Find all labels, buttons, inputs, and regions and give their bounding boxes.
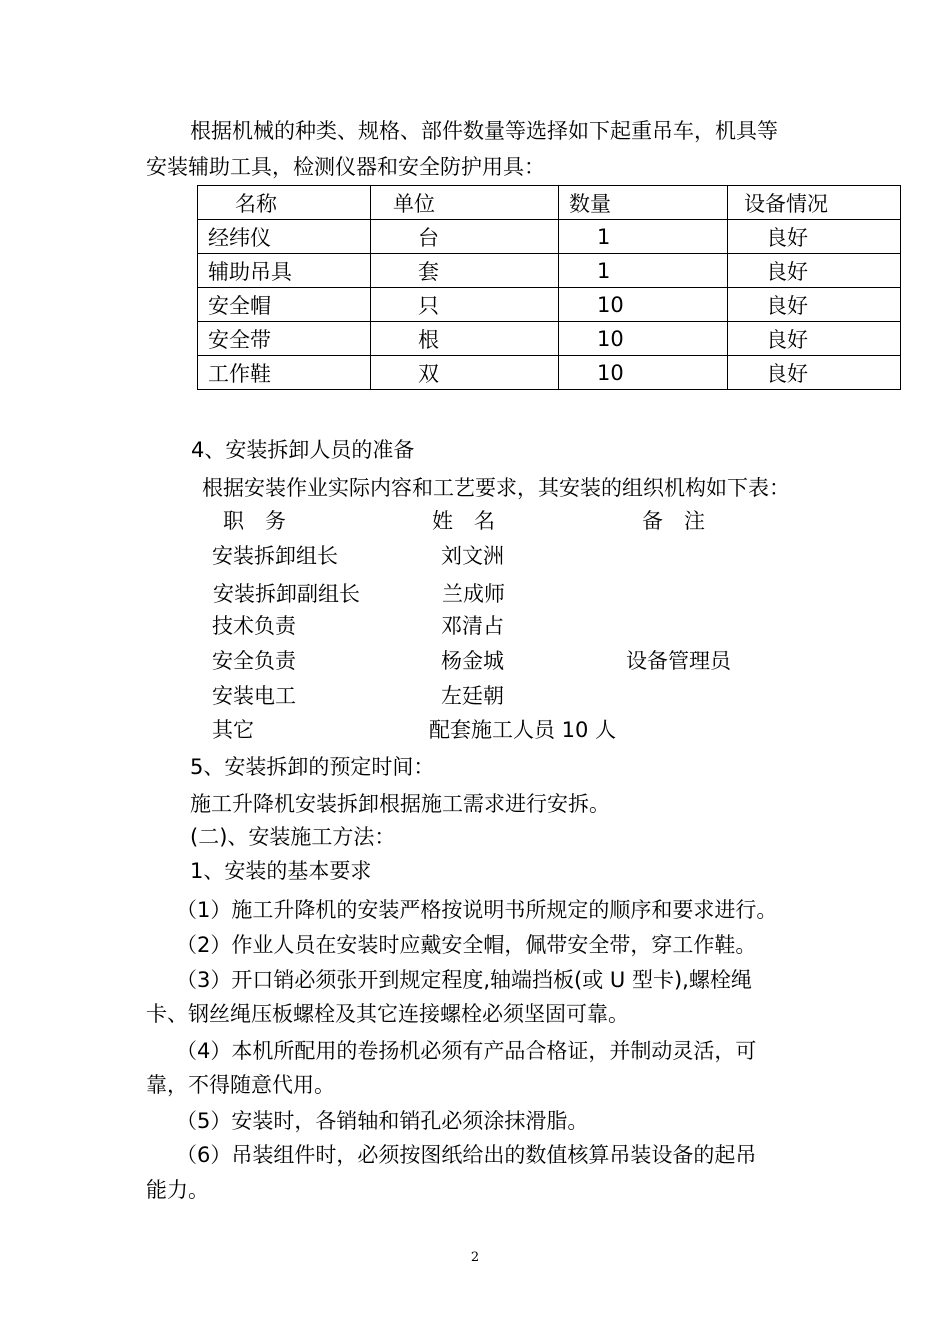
org-note: 设备管理员 (626, 649, 731, 673)
requirement-item: （5）安装时，各销轴和销孔必须涂抹滑脂。 (176, 1109, 589, 1133)
cell-name: 经纬仪 (198, 220, 371, 254)
cell-unit: 套 (371, 254, 559, 288)
requirement-item: （3）开口销必须张开到规定程度,轴端挡板(或 U 型卡),螺栓绳 (176, 968, 752, 992)
cell-condition: 良好 (728, 322, 901, 356)
header-condition: 设备情况 (728, 186, 901, 220)
cell-name: 辅助吊具 (198, 254, 371, 288)
intro-line-1: 根据机械的种类、规格、部件数量等选择如下起重吊车，机具等 (190, 119, 778, 143)
org-person: 配套施工人员 10 人 (429, 718, 617, 742)
requirement-item: （6）吊装组件时，必须按图纸给出的数值核算吊装设备的起吊 (176, 1143, 757, 1167)
cell-condition: 良好 (728, 220, 901, 254)
org-header-name: 姓 名 (432, 509, 495, 533)
table-row (198, 288, 901, 322)
cell-name: 工作鞋 (198, 356, 371, 390)
cell-unit: 台 (371, 220, 559, 254)
cell-name: 安全帽 (198, 288, 371, 322)
org-role: 安全负责 (212, 649, 296, 673)
org-person: 邓清占 (441, 614, 504, 638)
org-role: 安装拆卸组长 (212, 544, 338, 568)
table-row (198, 254, 901, 288)
cell-quantity: 10 (559, 288, 728, 322)
requirement-item-continued: 卡、钢丝绳压板螺栓及其它连接螺栓必须坚固可靠。 (146, 1002, 629, 1026)
requirement-item: （4）本机所配用的卷扬机必须有产品合格证，并制动灵活，可 (176, 1039, 757, 1063)
org-role: 安装拆卸副组长 (213, 582, 360, 606)
section4-heading: 4、安装拆卸人员的准备 (191, 438, 415, 462)
org-role: 其它 (212, 718, 254, 742)
intro-line-2: 安装辅助工具，检测仪器和安全防护用具： (146, 155, 545, 179)
cell-quantity: 1 (559, 254, 728, 288)
section5-heading: 5、安装拆卸的预定时间： (190, 755, 435, 779)
section-two-subheading: 1、安装的基本要求 (190, 859, 372, 883)
org-person: 左廷朝 (441, 684, 504, 708)
cell-name: 安全带 (198, 322, 371, 356)
section4-intro: 根据安装作业实际内容和工艺要求，其安装的组织机构如下表： (202, 476, 790, 500)
page-number: 2 (470, 1250, 480, 1265)
cell-condition: 良好 (728, 356, 901, 390)
header-quantity: 数量 (559, 186, 728, 220)
section5-text: 施工升降机安装拆卸根据施工需求进行安拆。 (190, 792, 610, 816)
org-role: 安装电工 (212, 684, 296, 708)
cell-unit: 根 (371, 322, 559, 356)
cell-quantity: 10 (559, 356, 728, 390)
org-person: 杨金城 (441, 649, 504, 673)
requirement-item-continued: 能力。 (146, 1178, 209, 1202)
equipment-table (197, 185, 901, 390)
cell-unit: 双 (371, 356, 559, 390)
table-row (198, 220, 901, 254)
requirement-item: （1）施工升降机的安装严格按说明书所规定的顺序和要求进行。 (176, 898, 778, 922)
org-header-role: 职 务 (223, 509, 286, 533)
table-row (198, 322, 901, 356)
header-unit: 单位 (371, 186, 559, 220)
table-header-row (198, 186, 901, 220)
cell-unit: 只 (371, 288, 559, 322)
org-person: 刘文洲 (441, 544, 504, 568)
cell-condition: 良好 (728, 288, 901, 322)
org-header-note: 备 注 (642, 509, 705, 533)
requirement-item-continued: 靠，不得随意代用。 (146, 1073, 335, 1097)
cell-quantity: 10 (559, 322, 728, 356)
requirement-item: （2）作业人员在安装时应戴安全帽，佩带安全带，穿工作鞋。 (176, 933, 757, 957)
section-two-heading: (二)、安装施工方法： (190, 825, 396, 849)
org-person: 兰成师 (442, 582, 505, 606)
header-name: 名称 (198, 186, 371, 220)
table-row (198, 356, 901, 390)
cell-quantity: 1 (559, 220, 728, 254)
cell-condition: 良好 (728, 254, 901, 288)
org-role: 技术负责 (212, 614, 296, 638)
